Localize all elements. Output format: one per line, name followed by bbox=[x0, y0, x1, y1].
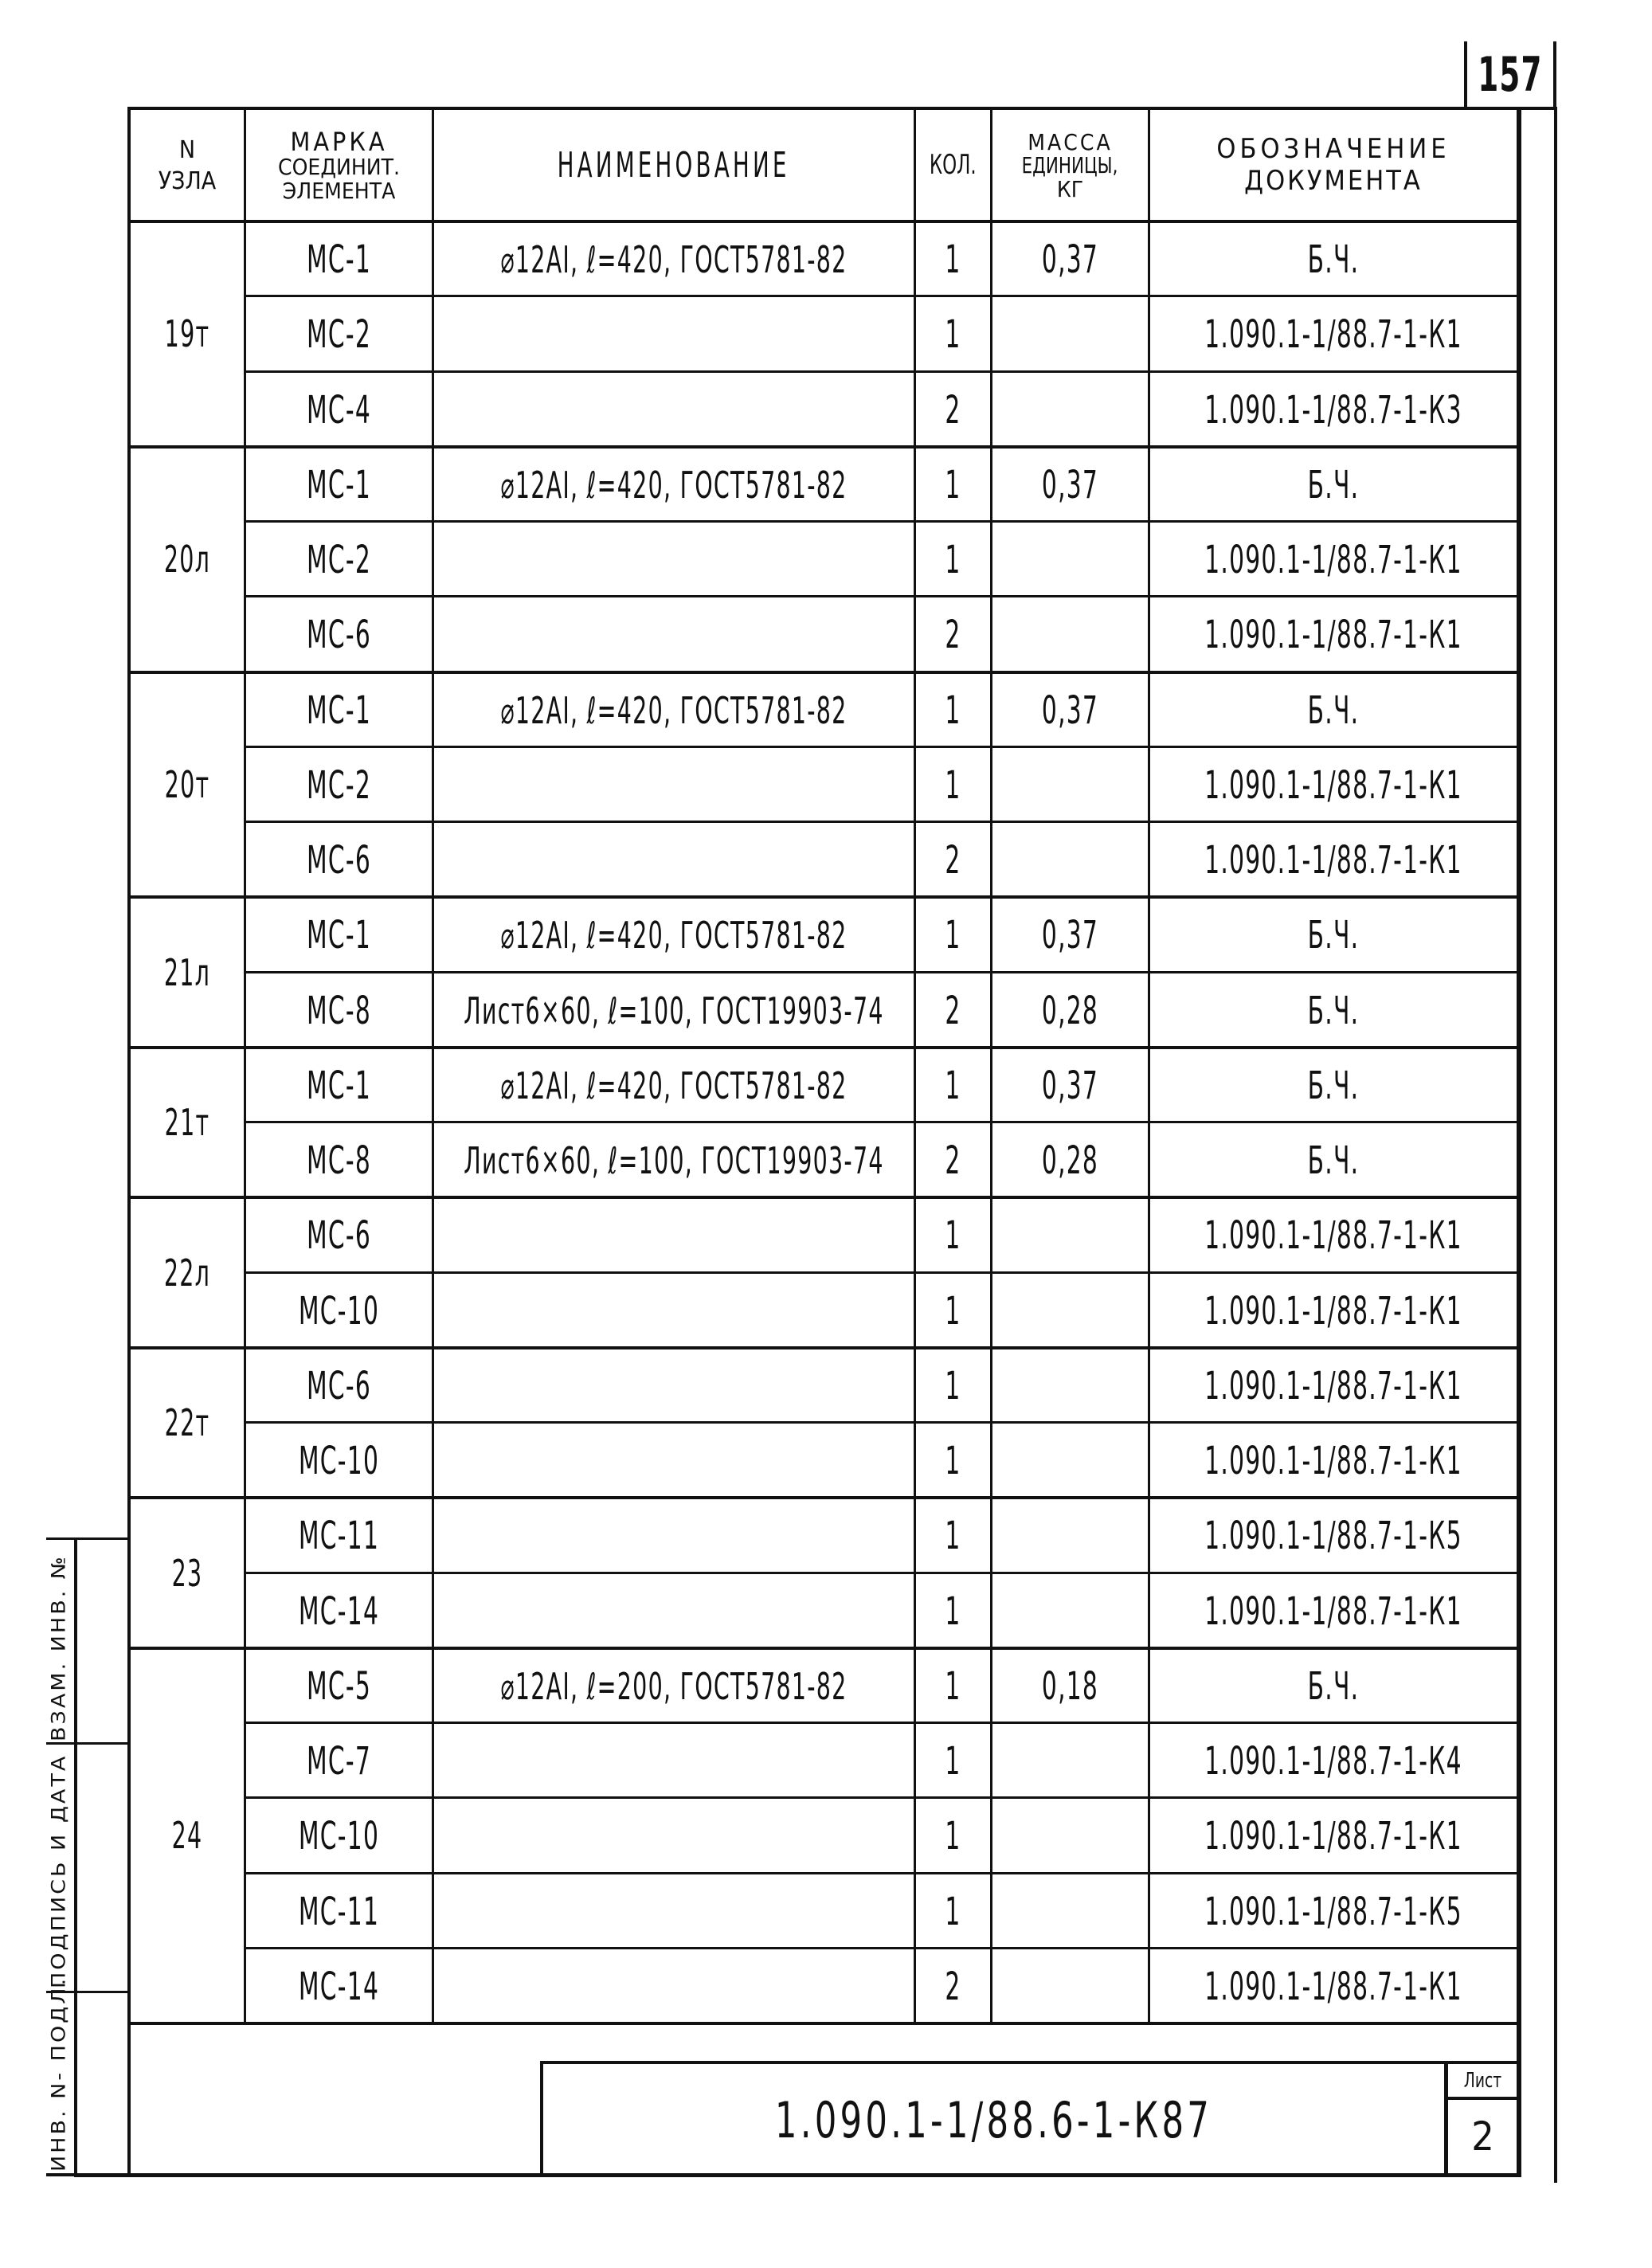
cell-mark: МС-8 bbox=[306, 1138, 372, 1184]
cell-name: ⌀12АI, ℓ=420, ГОСТ5781-82 bbox=[500, 914, 848, 958]
sheet-number: 2 bbox=[1471, 2113, 1494, 2160]
cell-mass: 0,28 bbox=[1041, 988, 1099, 1033]
cell-qty: 1 bbox=[945, 1739, 961, 1784]
cell-mass bbox=[1022, 375, 1118, 445]
col-line-qty bbox=[914, 107, 916, 2024]
col-line-mark bbox=[244, 107, 246, 2024]
cell-name bbox=[525, 1426, 822, 1496]
cell-doc: 1.090.1-1/88.7-1-К1 bbox=[1204, 538, 1462, 583]
row-divider-line bbox=[245, 746, 1519, 748]
group-divider-line bbox=[129, 1346, 1519, 1349]
cell-doc: 1.090.1-1/88.7-1-К1 bbox=[1204, 613, 1462, 658]
cell-mark: МС-5 bbox=[306, 1663, 372, 1709]
col-line-name bbox=[432, 107, 434, 2024]
cell-doc: Б.Ч. bbox=[1307, 462, 1360, 507]
cell-mass: 0,37 bbox=[1041, 687, 1099, 733]
row-divider-line bbox=[245, 595, 1519, 597]
group-divider-line bbox=[129, 1496, 1519, 1499]
cell-name bbox=[525, 375, 822, 445]
cell-name bbox=[525, 1877, 822, 1947]
header-doc: ОБОЗНАЧЕНИЕ ДОКУМЕНТА bbox=[1216, 133, 1450, 197]
cell-mark: МС-1 bbox=[306, 237, 372, 283]
cell-doc: 1.090.1-1/88.7-1-К5 bbox=[1204, 1514, 1462, 1559]
cell-mark: МС-6 bbox=[306, 838, 372, 883]
stamp-replaces-inv: ВЗАМ. ИНВ. № bbox=[48, 1554, 70, 1741]
node-number: 22т bbox=[164, 1401, 210, 1444]
cell-mark: МС-10 bbox=[298, 1814, 380, 1859]
side-stamp-inner-line bbox=[74, 1537, 77, 2177]
cell-mark: МС-6 bbox=[306, 1213, 372, 1259]
cell-qty: 2 bbox=[945, 387, 961, 433]
cell-name bbox=[525, 825, 822, 895]
cell-name bbox=[525, 300, 822, 370]
cell-mass bbox=[1022, 600, 1118, 670]
page-number-box-left bbox=[1464, 41, 1467, 110]
cell-qty: 1 bbox=[945, 1814, 961, 1859]
cell-doc: Б.Ч. bbox=[1307, 988, 1360, 1033]
cell-name bbox=[525, 600, 822, 670]
cell-doc: 1.090.1-1/88.7-1-К3 bbox=[1204, 387, 1462, 433]
cell-mark: МС-6 bbox=[306, 1363, 372, 1408]
cell-qty: 1 bbox=[945, 762, 961, 808]
cell-mark: МС-1 bbox=[306, 687, 372, 733]
group-divider-line bbox=[129, 1196, 1519, 1199]
cell-name: ⌀12АI, ℓ=420, ГОСТ5781-82 bbox=[500, 688, 848, 732]
row-divider-line bbox=[245, 1947, 1519, 1949]
cell-qty: 2 bbox=[945, 1138, 961, 1184]
cell-mass bbox=[1022, 300, 1118, 370]
node-number: 20т bbox=[164, 762, 210, 806]
cell-qty: 1 bbox=[945, 237, 961, 283]
node-number: 22л bbox=[163, 1251, 211, 1295]
row-divider-line bbox=[245, 1121, 1519, 1123]
cell-qty: 1 bbox=[945, 913, 961, 958]
group-divider-line bbox=[129, 1647, 1519, 1650]
page-number: 157 bbox=[1478, 47, 1543, 103]
cell-mass bbox=[1022, 1426, 1118, 1496]
cell-doc: 1.090.1-1/88.7-1-К1 bbox=[1204, 1814, 1462, 1859]
row-divider-line bbox=[245, 295, 1519, 297]
cell-name bbox=[525, 1501, 822, 1571]
cell-qty: 1 bbox=[945, 687, 961, 733]
cell-name: ⌀12АI, ℓ=420, ГОСТ5781-82 bbox=[500, 1063, 848, 1107]
cell-name: Лист6×60, ℓ=100, ГОСТ19903-74 bbox=[464, 989, 884, 1032]
cell-qty: 1 bbox=[945, 1063, 961, 1108]
node-number: 19т bbox=[164, 312, 210, 356]
cell-name bbox=[525, 525, 822, 595]
cell-name: ⌀12АI, ℓ=200, ГОСТ5781-82 bbox=[500, 1664, 848, 1708]
cell-mark: МС-1 bbox=[306, 913, 372, 958]
cell-doc: 1.090.1-1/88.7-1-К1 bbox=[1204, 838, 1462, 883]
cell-mark: МС-10 bbox=[298, 1439, 380, 1484]
cell-mark: МС-14 bbox=[298, 1964, 380, 2009]
frame-top-line bbox=[129, 107, 1556, 110]
cell-mark: МС-6 bbox=[306, 613, 372, 658]
cell-doc: Б.Ч. bbox=[1307, 913, 1360, 958]
cell-doc: Б.Ч. bbox=[1307, 1138, 1360, 1184]
frame-outer-right-line bbox=[1554, 107, 1557, 2183]
header-qty: КОЛ. bbox=[930, 149, 977, 182]
cell-doc: 1.090.1-1/88.7-1-К4 bbox=[1204, 1739, 1462, 1784]
cell-qty: 2 bbox=[945, 838, 961, 883]
cell-mark: МС-2 bbox=[306, 312, 372, 358]
cell-qty: 1 bbox=[945, 462, 961, 507]
cell-mass bbox=[1022, 825, 1118, 895]
cell-mark: МС-2 bbox=[306, 538, 372, 583]
cell-qty: 2 bbox=[945, 988, 961, 1033]
cell-doc: 1.090.1-1/88.7-1-К5 bbox=[1204, 1889, 1462, 1934]
cell-mass bbox=[1022, 525, 1118, 595]
row-divider-line bbox=[245, 1572, 1519, 1574]
cell-mass bbox=[1022, 1726, 1118, 1796]
title-block-top-line bbox=[542, 2061, 1520, 2064]
cell-mass bbox=[1022, 750, 1118, 821]
side-stamp-line-2 bbox=[46, 1742, 129, 1745]
cell-qty: 1 bbox=[945, 1514, 961, 1559]
cell-mass bbox=[1022, 1577, 1118, 1647]
side-stamp-bottom-line bbox=[46, 2173, 129, 2176]
node-number: 23 bbox=[171, 1551, 203, 1595]
frame-left-line bbox=[127, 107, 131, 2176]
cell-name bbox=[525, 1577, 822, 1647]
cell-qty: 1 bbox=[945, 1288, 961, 1334]
cell-mark: МС-10 bbox=[298, 1288, 380, 1334]
cell-qty: 1 bbox=[945, 1588, 961, 1634]
cell-name bbox=[525, 1801, 822, 1871]
cell-doc: 1.090.1-1/88.7-1-К1 bbox=[1204, 312, 1462, 358]
cell-mass: 0,37 bbox=[1041, 1063, 1099, 1108]
cell-mass: 0,28 bbox=[1041, 1138, 1099, 1184]
cell-mass bbox=[1022, 1952, 1118, 2022]
cell-qty: 1 bbox=[945, 1213, 961, 1259]
cell-mass bbox=[1022, 1276, 1118, 1346]
stamp-inv-original: ИНВ. N- ПОДЛ. bbox=[48, 1976, 70, 2172]
stamp-signature-date: ПОДПИСЬ И ДАТА bbox=[48, 1753, 70, 1988]
row-divider-line bbox=[245, 520, 1519, 523]
row-divider-line bbox=[245, 1271, 1519, 1274]
row-divider-line bbox=[245, 1872, 1519, 1874]
cell-doc: 1.090.1-1/88.7-1-К1 bbox=[1204, 762, 1462, 808]
cell-name bbox=[525, 750, 822, 821]
row-divider-line bbox=[245, 1421, 1519, 1424]
cell-mass bbox=[1022, 1877, 1118, 1947]
row-divider-line bbox=[245, 370, 1519, 373]
group-divider-line bbox=[129, 445, 1519, 449]
cell-name: ⌀12АI, ℓ=420, ГОСТ5781-82 bbox=[500, 238, 848, 282]
cell-name bbox=[525, 1952, 822, 2022]
cell-mass: 0,37 bbox=[1041, 913, 1099, 958]
cell-qty: 1 bbox=[945, 1439, 961, 1484]
cell-qty: 1 bbox=[945, 312, 961, 358]
document-designation: 1.090.1-1/88.6-1-К87 bbox=[774, 2090, 1213, 2149]
row-divider-line bbox=[245, 971, 1519, 973]
cell-mass bbox=[1022, 1801, 1118, 1871]
cell-mark: МС-7 bbox=[306, 1739, 372, 1784]
cell-mark: МС-4 bbox=[306, 387, 372, 433]
header-name: НАИМЕНОВАНИЕ bbox=[557, 144, 791, 186]
cell-mass bbox=[1022, 1201, 1118, 1271]
cell-mark: МС-8 bbox=[306, 988, 372, 1033]
node-number: 24 bbox=[171, 1814, 203, 1858]
node-number: 20л bbox=[163, 538, 211, 582]
cell-mark: МС-2 bbox=[306, 762, 372, 808]
cell-mass: 0,37 bbox=[1041, 462, 1099, 507]
group-divider-line bbox=[129, 1046, 1519, 1049]
header-mass: МАССА ЕДИНИЦЫ, КГ bbox=[1022, 128, 1118, 202]
cell-qty: 1 bbox=[945, 538, 961, 583]
table-right-border bbox=[1517, 107, 1521, 2176]
cell-name: Лист6×60, ℓ=100, ГОСТ19903-74 bbox=[464, 1139, 884, 1183]
cell-mass bbox=[1022, 1501, 1118, 1571]
cell-name: ⌀12АI, ℓ=420, ГОСТ5781-82 bbox=[500, 463, 848, 507]
group-divider-line bbox=[129, 671, 1519, 674]
cell-doc: 1.090.1-1/88.7-1-К1 bbox=[1204, 1288, 1462, 1334]
title-block-left-line bbox=[540, 2061, 543, 2176]
cell-name bbox=[525, 1726, 822, 1796]
cell-doc: 1.090.1-1/88.7-1-К1 bbox=[1204, 1439, 1462, 1484]
header-bottom-line bbox=[129, 220, 1519, 223]
group-divider-line bbox=[129, 2022, 1519, 2025]
page-number-box-right bbox=[1553, 41, 1556, 110]
col-line-doc bbox=[1148, 107, 1150, 2024]
cell-doc: Б.Ч. bbox=[1307, 687, 1360, 733]
cell-name bbox=[525, 1276, 822, 1346]
cell-name bbox=[525, 1201, 822, 1271]
frame-bottom-line bbox=[74, 2173, 1521, 2177]
cell-qty: 1 bbox=[945, 1663, 961, 1709]
node-number: 21т bbox=[164, 1101, 210, 1144]
cell-qty: 1 bbox=[945, 1889, 961, 1934]
cell-doc: 1.090.1-1/88.7-1-К1 bbox=[1204, 1588, 1462, 1634]
cell-doc: Б.Ч. bbox=[1307, 1663, 1360, 1709]
side-stamp-top-line bbox=[46, 1537, 129, 1540]
cell-name bbox=[525, 1351, 822, 1421]
header-node-no: N УЗЛА bbox=[158, 135, 217, 195]
cell-mass: 0,18 bbox=[1041, 1663, 1099, 1709]
cell-doc: 1.090.1-1/88.7-1-К1 bbox=[1204, 1213, 1462, 1259]
row-divider-line bbox=[245, 1722, 1519, 1724]
cell-mark: МС-14 bbox=[298, 1588, 380, 1634]
cell-qty: 1 bbox=[945, 1363, 961, 1408]
group-divider-line bbox=[129, 895, 1519, 899]
cell-mark: МС-11 bbox=[298, 1514, 380, 1559]
row-divider-line bbox=[245, 821, 1519, 823]
cell-qty: 2 bbox=[945, 613, 961, 658]
header-mark: МАРКА СОЕДИНИТ. ЭЛЕМЕНТА bbox=[277, 126, 401, 204]
sheet-label: Лист bbox=[1463, 2069, 1502, 2093]
cell-doc: Б.Ч. bbox=[1307, 237, 1360, 283]
cell-mark: МС-1 bbox=[306, 462, 372, 507]
cell-doc: 1.090.1-1/88.7-1-К1 bbox=[1204, 1964, 1462, 2009]
cell-doc: 1.090.1-1/88.7-1-К1 bbox=[1204, 1363, 1462, 1408]
cell-mass bbox=[1022, 1351, 1118, 1421]
cell-mass: 0,37 bbox=[1041, 237, 1099, 283]
cell-mark: МС-11 bbox=[298, 1889, 380, 1934]
node-number: 21л bbox=[163, 950, 211, 994]
col-line-mass bbox=[990, 107, 992, 2024]
row-divider-line bbox=[245, 1796, 1519, 1799]
cell-mark: МС-1 bbox=[306, 1063, 372, 1108]
cell-qty: 2 bbox=[945, 1964, 961, 2009]
cell-doc: Б.Ч. bbox=[1307, 1063, 1360, 1108]
